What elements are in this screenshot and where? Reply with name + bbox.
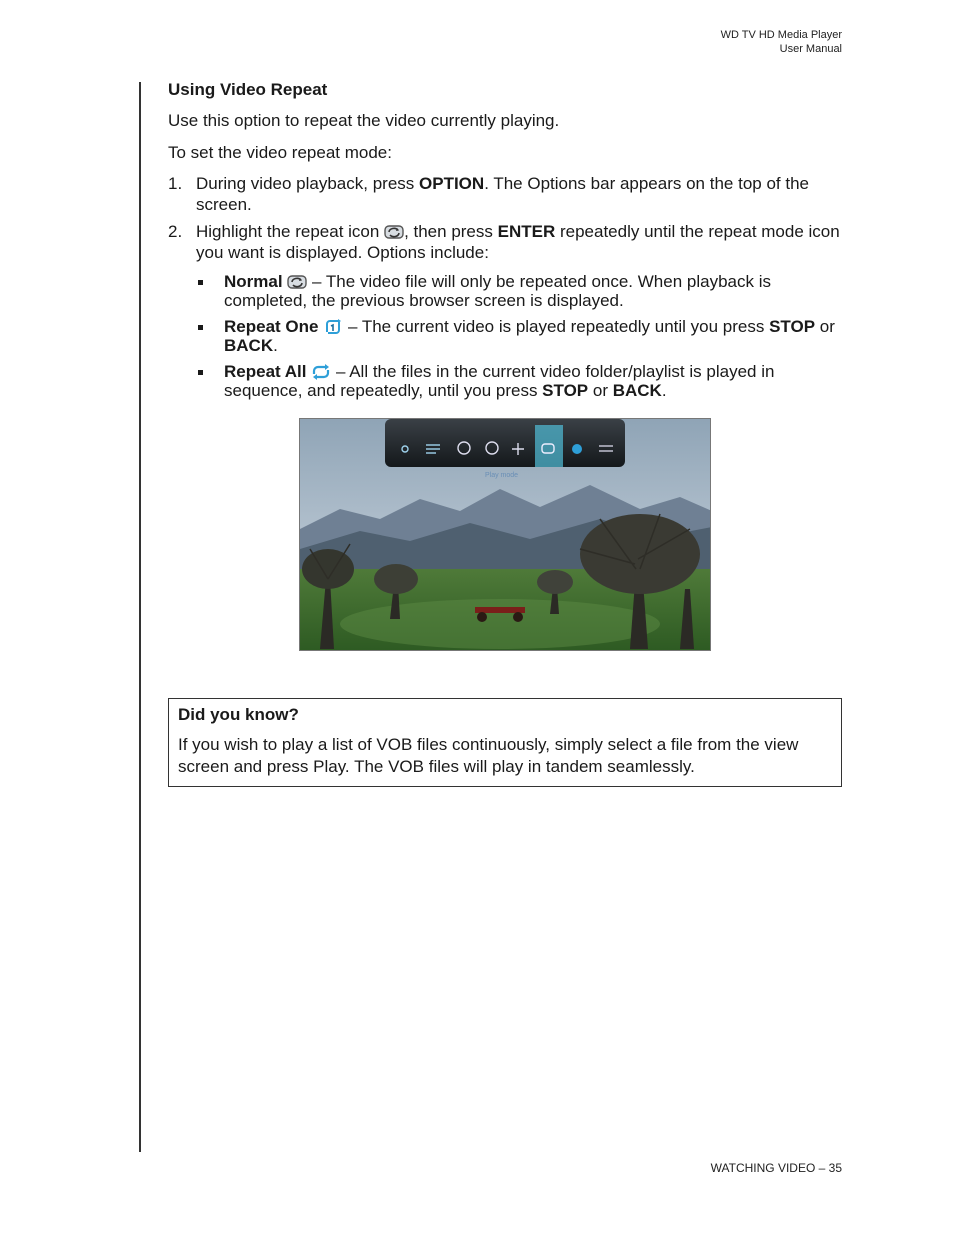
repeat-normal-icon	[287, 274, 307, 290]
intro-paragraph: Use this option to repeat the video currently playing.	[168, 111, 560, 130]
step-1	[168, 173, 842, 215]
options-list	[196, 272, 842, 400]
steps-list	[168, 173, 842, 400]
did-you-know-box	[168, 698, 842, 787]
step-number: 2.	[168, 222, 183, 241]
option-repeat-one	[196, 317, 842, 355]
option-text: – The video file will only be repeated once. When playback is completed, the previous browser screen is displayed.	[224, 272, 771, 310]
option-text: or	[588, 381, 613, 400]
video-scene	[300, 419, 711, 651]
repeat-highlight	[535, 425, 563, 467]
repeat-all-icon	[311, 364, 331, 380]
key-stop: STOP	[542, 381, 589, 400]
lead-paragraph: To set the video repeat mode:	[168, 143, 392, 162]
margin-rule	[139, 82, 141, 1152]
option-text: .	[273, 336, 278, 355]
option-repeat-all	[196, 362, 842, 400]
bullet	[198, 325, 203, 330]
play-mode-label: Play mode	[485, 472, 519, 479]
main-content	[168, 78, 842, 400]
repeat-icon	[384, 224, 404, 240]
option-name: Repeat All	[224, 362, 307, 381]
key-back: BACK	[612, 381, 662, 400]
step-text: repeatedly until the repeat mode icon you want is displayed. Options include:	[196, 222, 840, 262]
options-bar	[385, 419, 625, 467]
bullet	[198, 280, 203, 285]
option-name: Repeat One	[224, 317, 319, 336]
section-title: Using Video Repeat	[168, 80, 328, 99]
option-name: Normal	[224, 272, 283, 291]
option-normal	[196, 272, 842, 310]
key-enter: ENTER	[497, 222, 556, 241]
step-text: During video playback, press	[196, 174, 420, 193]
step-text: , then press	[404, 222, 498, 241]
key-option: OPTION	[419, 174, 485, 193]
option-text: .	[661, 381, 667, 400]
option-text: – The current video is played repeatedly until you press	[343, 317, 770, 336]
option-text: or	[815, 317, 835, 336]
option-text: – All the files in the current video folder/playlist is played in sequence, and repeatedly, until you press	[224, 362, 775, 400]
repeat-one-icon	[323, 319, 343, 335]
header-product: WD TV HD Media Player	[720, 29, 842, 41]
step-text: . The Options bar appears on the top of the screen.	[196, 174, 809, 214]
step-number: 1.	[168, 174, 183, 193]
page-footer: WATCHING VIDEO – 35	[710, 1161, 842, 1175]
video-playback-screenshot	[299, 418, 711, 651]
key-back: BACK	[224, 336, 274, 355]
header-doc-type: User Manual	[779, 43, 842, 55]
step-text: Highlight the repeat icon	[196, 222, 385, 241]
key-stop: STOP	[769, 317, 816, 336]
step-2	[168, 221, 842, 400]
page-header	[721, 28, 842, 56]
tip-body: If you wish to play a list of VOB files continuously, simply select a file from the view screen and press Play. The VOB files will play in tandem seamlessly.	[178, 735, 799, 776]
tip-title: Did you know?	[178, 705, 299, 724]
bullet	[198, 370, 203, 375]
